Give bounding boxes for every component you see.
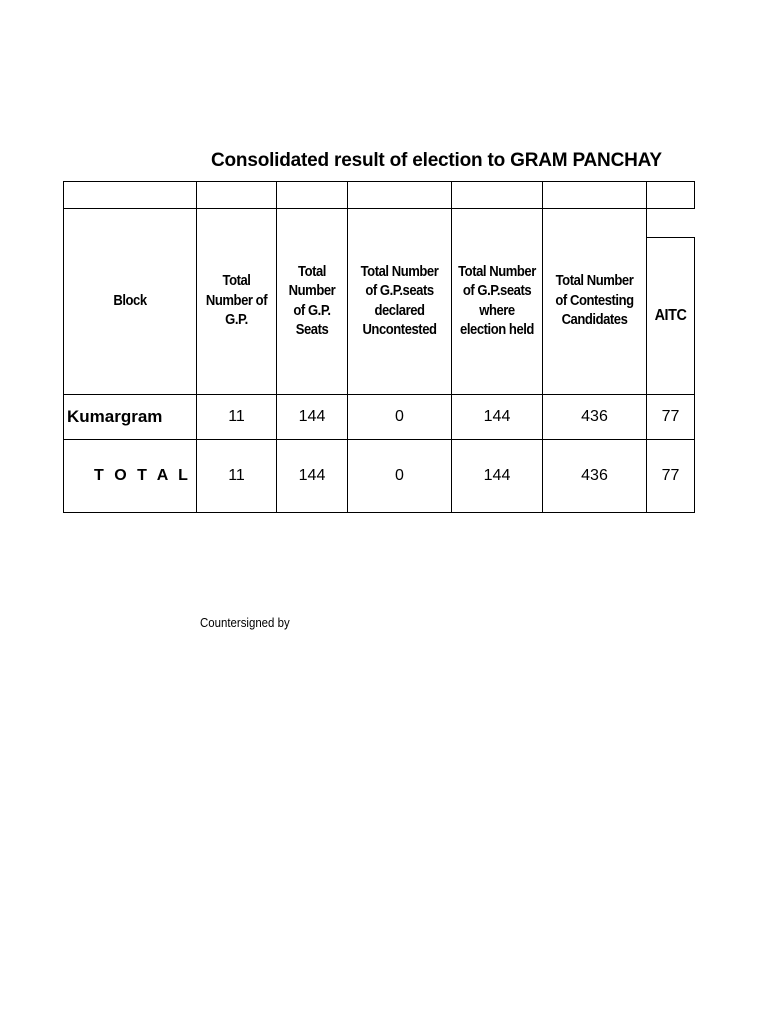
header-aitc: AITC bbox=[654, 307, 687, 325]
row-total-gp-seats: 144 bbox=[298, 408, 326, 425]
total-election-held: 144 bbox=[483, 467, 511, 484]
row-uncontested: 0 bbox=[395, 408, 404, 425]
row-aitc: 77 bbox=[661, 408, 680, 425]
grid-line bbox=[63, 512, 695, 513]
page-title: Consolidated result of election to GRAM PANCHAY bbox=[211, 150, 662, 171]
row-total-gp: 11 bbox=[228, 408, 245, 425]
grid-line bbox=[694, 237, 695, 513]
header-block: Block bbox=[113, 292, 147, 309]
total-gp-seats: 144 bbox=[298, 467, 326, 484]
header-total-gp: Total Number of G.P. bbox=[205, 273, 268, 329]
total-aitc: 77 bbox=[661, 467, 680, 484]
total-uncontested: 0 bbox=[395, 467, 404, 484]
countersigned-label: Countersigned by bbox=[200, 615, 290, 630]
header-election-held: Total Number of G.P.seats where election held bbox=[458, 263, 536, 338]
total-label: T O T A L bbox=[94, 467, 191, 484]
grid-line bbox=[694, 181, 695, 209]
row-election-held: 144 bbox=[483, 408, 511, 425]
row-contesting: 436 bbox=[581, 408, 608, 425]
total-contesting: 436 bbox=[581, 467, 608, 484]
total-gp: 11 bbox=[228, 467, 245, 484]
header-total-gp-seats: Total Number of G.P. Seats bbox=[288, 263, 336, 338]
grid-line bbox=[63, 181, 695, 182]
block-name: Kumargram bbox=[67, 407, 163, 426]
header-contesting: Total Number of Contesting Candidates bbox=[555, 273, 634, 329]
header-uncontested: Total Number of G.P.seats declared Uncontested bbox=[360, 263, 439, 338]
